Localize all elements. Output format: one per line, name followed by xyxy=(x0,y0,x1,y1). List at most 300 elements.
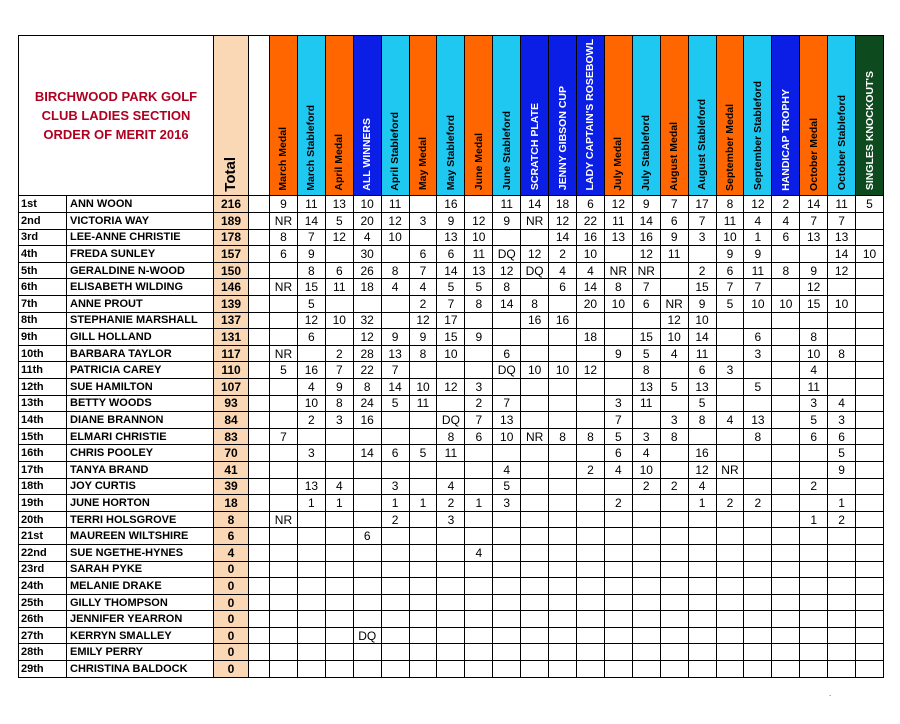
score-cell: 5 xyxy=(409,445,437,462)
score-cell: 11 xyxy=(604,213,632,230)
score-cell xyxy=(604,544,632,561)
score-cell: 13 xyxy=(493,412,521,429)
score-cell xyxy=(856,229,884,246)
score-cell xyxy=(828,478,856,495)
score-cell: 18 xyxy=(353,279,381,296)
score-cell xyxy=(632,312,660,329)
score-cell xyxy=(521,412,549,429)
score-cell: 13 xyxy=(800,229,828,246)
score-cell: 2 xyxy=(549,246,577,263)
player-name-cell: GILL HOLLAND xyxy=(67,329,214,346)
score-cell: 11 xyxy=(688,345,716,362)
score-cell xyxy=(744,594,772,611)
score-cell xyxy=(800,594,828,611)
score-cell xyxy=(409,661,437,678)
position-cell: 20th xyxy=(19,511,67,528)
table-row xyxy=(19,296,884,313)
score-cell xyxy=(409,627,437,644)
score-cell: 9 xyxy=(800,262,828,279)
position-cell: 3rd xyxy=(19,229,67,246)
score-cell: 11 xyxy=(465,246,493,263)
score-cell: 12 xyxy=(549,213,577,230)
player-name-cell: TANYA BRAND xyxy=(67,461,214,478)
score-cell: 16 xyxy=(576,229,604,246)
score-cell xyxy=(437,461,465,478)
score-cell xyxy=(800,611,828,628)
score-cell: 10 xyxy=(381,229,409,246)
score-cell xyxy=(549,578,577,595)
score-cell xyxy=(465,511,493,528)
total-cell: 216 xyxy=(214,196,249,213)
score-cell: 15 xyxy=(632,329,660,346)
score-cell xyxy=(576,528,604,545)
score-cell xyxy=(828,578,856,595)
score-cell: 11 xyxy=(800,378,828,395)
score-cell xyxy=(521,511,549,528)
position-cell: 1st xyxy=(19,196,67,213)
score-cell xyxy=(772,445,800,462)
score-cell xyxy=(409,229,437,246)
score-cell xyxy=(688,627,716,644)
player-name-cell: KERRYN SMALLEY xyxy=(67,627,214,644)
score-cell: 10 xyxy=(297,395,325,412)
total-cell: 41 xyxy=(214,461,249,478)
score-cell: 3 xyxy=(437,511,465,528)
score-cell xyxy=(716,445,744,462)
score-cell xyxy=(828,279,856,296)
score-cell: 8 xyxy=(437,428,465,445)
score-cell xyxy=(549,528,577,545)
score-cell xyxy=(409,196,437,213)
competition-label: October Stableford xyxy=(835,95,848,191)
score-cell: 1 xyxy=(688,495,716,512)
score-cell xyxy=(353,644,381,661)
score-cell: 7 xyxy=(381,362,409,379)
total-header-label: Total xyxy=(222,156,240,192)
score-cell xyxy=(576,611,604,628)
score-cell xyxy=(632,627,660,644)
score-cell: 6 xyxy=(716,262,744,279)
score-cell: 2 xyxy=(828,511,856,528)
score-cell xyxy=(270,544,298,561)
score-cell: 8 xyxy=(688,412,716,429)
score-cell xyxy=(856,478,884,495)
score-cell: 10 xyxy=(800,345,828,362)
score-cell xyxy=(716,312,744,329)
score-cell xyxy=(381,461,409,478)
score-cell: 8 xyxy=(353,378,381,395)
competition-header xyxy=(576,36,604,196)
total-cell: 93 xyxy=(214,395,249,412)
table-row xyxy=(19,229,884,246)
player-name-cell: VICTORIA WAY xyxy=(67,213,214,230)
competition-header xyxy=(297,36,325,196)
player-name-cell: STEPHANIE MARSHALL xyxy=(67,312,214,329)
score-cell: 15 xyxy=(297,279,325,296)
score-cell xyxy=(549,412,577,429)
score-cell: 12 xyxy=(576,362,604,379)
score-cell xyxy=(604,312,632,329)
score-cell xyxy=(632,644,660,661)
score-cell xyxy=(325,611,353,628)
score-cell: NR xyxy=(270,213,298,230)
score-cell: 1 xyxy=(800,511,828,528)
spacer-cell xyxy=(249,495,270,512)
score-cell xyxy=(297,578,325,595)
score-cell xyxy=(716,528,744,545)
score-cell: 16 xyxy=(549,312,577,329)
total-cell: 70 xyxy=(214,445,249,462)
score-cell xyxy=(521,627,549,644)
position-cell: 21st xyxy=(19,528,67,545)
score-cell xyxy=(493,544,521,561)
competition-header xyxy=(688,36,716,196)
score-cell: 6 xyxy=(576,196,604,213)
position-cell: 11th xyxy=(19,362,67,379)
score-cell xyxy=(549,378,577,395)
score-cell xyxy=(800,561,828,578)
score-cell: 5 xyxy=(437,279,465,296)
score-cell: 7 xyxy=(297,229,325,246)
score-cell xyxy=(437,611,465,628)
position-cell: 29th xyxy=(19,661,67,678)
order-of-merit-sheet xyxy=(18,35,884,678)
table-row xyxy=(19,246,884,263)
score-cell xyxy=(828,329,856,346)
score-cell: 3 xyxy=(493,495,521,512)
score-cell: 8 xyxy=(660,428,688,445)
score-cell: 13 xyxy=(437,229,465,246)
player-name-cell: FREDA SUNLEY xyxy=(67,246,214,263)
score-cell: 16 xyxy=(521,312,549,329)
score-cell xyxy=(521,229,549,246)
score-cell xyxy=(437,578,465,595)
score-cell xyxy=(856,661,884,678)
score-cell: 12 xyxy=(465,213,493,230)
score-cell xyxy=(604,246,632,263)
score-cell: 13 xyxy=(465,262,493,279)
score-cell xyxy=(772,661,800,678)
score-cell: 32 xyxy=(353,312,381,329)
competition-header xyxy=(437,36,465,196)
score-cell: 8 xyxy=(381,262,409,279)
score-cell: 10 xyxy=(521,362,549,379)
score-cell xyxy=(325,246,353,263)
score-cell: 10 xyxy=(604,296,632,313)
score-cell: 6 xyxy=(632,296,660,313)
score-cell xyxy=(828,561,856,578)
score-cell xyxy=(353,661,381,678)
total-cell: 6 xyxy=(214,528,249,545)
score-cell: 7 xyxy=(744,279,772,296)
table-row xyxy=(19,378,884,395)
table-row xyxy=(19,661,884,678)
score-cell xyxy=(381,661,409,678)
score-cell xyxy=(270,578,298,595)
score-cell xyxy=(465,627,493,644)
score-cell xyxy=(772,461,800,478)
table-row xyxy=(19,412,884,429)
score-cell: 2 xyxy=(604,495,632,512)
score-cell: 8 xyxy=(465,296,493,313)
position-cell: 26th xyxy=(19,611,67,628)
score-cell: 16 xyxy=(632,229,660,246)
score-cell xyxy=(576,627,604,644)
score-cell: 10 xyxy=(828,296,856,313)
score-cell xyxy=(493,312,521,329)
score-cell xyxy=(800,661,828,678)
score-cell xyxy=(521,345,549,362)
table-row xyxy=(19,428,884,445)
competition-header xyxy=(465,36,493,196)
score-cell xyxy=(465,445,493,462)
score-cell: 11 xyxy=(632,395,660,412)
score-cell: 14 xyxy=(800,196,828,213)
score-cell xyxy=(800,627,828,644)
score-cell xyxy=(856,428,884,445)
score-cell xyxy=(493,561,521,578)
score-cell xyxy=(828,644,856,661)
score-cell xyxy=(409,561,437,578)
score-cell: 4 xyxy=(800,362,828,379)
score-cell xyxy=(716,661,744,678)
score-cell: NR xyxy=(604,262,632,279)
score-cell xyxy=(549,296,577,313)
spacer-cell xyxy=(249,611,270,628)
score-cell xyxy=(828,594,856,611)
score-cell xyxy=(409,478,437,495)
score-cell xyxy=(660,395,688,412)
score-cell: 7 xyxy=(800,213,828,230)
score-cell xyxy=(828,544,856,561)
score-cell xyxy=(549,661,577,678)
score-cell xyxy=(772,495,800,512)
total-cell: 139 xyxy=(214,296,249,313)
score-cell: 10 xyxy=(772,296,800,313)
competition-label: August Stableford xyxy=(696,99,709,191)
score-cell xyxy=(688,661,716,678)
score-cell xyxy=(604,644,632,661)
score-cell: 9 xyxy=(493,213,521,230)
score-cell xyxy=(716,345,744,362)
score-cell: 12 xyxy=(409,312,437,329)
score-cell xyxy=(576,412,604,429)
score-cell xyxy=(772,345,800,362)
score-cell: 10 xyxy=(437,345,465,362)
score-cell: 2 xyxy=(465,395,493,412)
competition-label: July Medal xyxy=(612,136,625,191)
player-name-cell: ELISABETH WILDING xyxy=(67,279,214,296)
score-cell: 2 xyxy=(660,478,688,495)
score-cell xyxy=(493,644,521,661)
spacer-cell xyxy=(249,196,270,213)
score-cell xyxy=(744,461,772,478)
player-name-cell: BARBARA TAYLOR xyxy=(67,345,214,362)
score-cell: 7 xyxy=(660,196,688,213)
score-cell xyxy=(521,378,549,395)
score-cell: 6 xyxy=(549,279,577,296)
position-cell: 18th xyxy=(19,478,67,495)
score-cell: 16 xyxy=(353,412,381,429)
total-cell: 4 xyxy=(214,544,249,561)
score-cell: 4 xyxy=(716,412,744,429)
score-cell xyxy=(381,412,409,429)
score-cell: 24 xyxy=(353,395,381,412)
score-cell xyxy=(437,627,465,644)
score-cell xyxy=(772,428,800,445)
score-cell: 11 xyxy=(493,196,521,213)
score-cell: 2 xyxy=(381,511,409,528)
spacer-cell xyxy=(249,478,270,495)
score-cell xyxy=(493,229,521,246)
score-cell xyxy=(660,511,688,528)
score-cell xyxy=(856,296,884,313)
score-cell xyxy=(493,528,521,545)
score-cell: 5 xyxy=(800,412,828,429)
table-row xyxy=(19,528,884,545)
score-cell xyxy=(660,544,688,561)
score-cell xyxy=(270,644,298,661)
score-cell xyxy=(800,445,828,462)
spacer-header xyxy=(249,36,270,196)
score-cell xyxy=(856,412,884,429)
score-cell xyxy=(856,544,884,561)
score-cell xyxy=(856,627,884,644)
score-cell xyxy=(744,395,772,412)
score-cell: 5 xyxy=(688,395,716,412)
score-cell: 11 xyxy=(381,196,409,213)
player-name-cell: SUE HAMILTON xyxy=(67,378,214,395)
score-cell xyxy=(660,461,688,478)
score-cell xyxy=(493,329,521,346)
position-cell: 7th xyxy=(19,296,67,313)
score-cell xyxy=(297,561,325,578)
score-cell xyxy=(409,611,437,628)
score-cell: 14 xyxy=(828,246,856,263)
score-cell: 3 xyxy=(688,229,716,246)
score-cell xyxy=(716,578,744,595)
score-cell xyxy=(660,262,688,279)
table-row xyxy=(19,196,884,213)
score-cell: 18 xyxy=(576,329,604,346)
score-cell xyxy=(856,611,884,628)
score-cell: 10 xyxy=(465,229,493,246)
spacer-cell xyxy=(249,528,270,545)
score-cell xyxy=(856,594,884,611)
score-cell xyxy=(521,661,549,678)
score-cell xyxy=(297,611,325,628)
score-cell: 12 xyxy=(632,246,660,263)
position-cell: 4th xyxy=(19,246,67,263)
score-cell xyxy=(660,561,688,578)
sheet-title: BIRCHWOOD PARK GOLF CLUB LADIES SECTION ORDER OF MERIT 2016 xyxy=(19,36,214,196)
score-cell xyxy=(604,478,632,495)
score-cell xyxy=(409,644,437,661)
score-cell xyxy=(828,627,856,644)
score-cell xyxy=(325,644,353,661)
score-cell xyxy=(576,511,604,528)
score-cell xyxy=(437,561,465,578)
score-cell: 14 xyxy=(521,196,549,213)
score-cell xyxy=(772,578,800,595)
score-cell: 12 xyxy=(325,229,353,246)
table-row xyxy=(19,511,884,528)
score-cell: 6 xyxy=(325,262,353,279)
score-cell xyxy=(716,627,744,644)
score-cell: 7 xyxy=(465,412,493,429)
score-cell xyxy=(772,478,800,495)
score-cell: NR xyxy=(521,213,549,230)
score-cell xyxy=(744,445,772,462)
score-cell: 2 xyxy=(409,296,437,313)
score-cell: 10 xyxy=(576,246,604,263)
score-cell xyxy=(856,395,884,412)
player-name-cell: JOY CURTIS xyxy=(67,478,214,495)
score-cell xyxy=(772,644,800,661)
score-cell xyxy=(576,594,604,611)
score-cell xyxy=(576,345,604,362)
score-cell xyxy=(381,544,409,561)
score-cell: 4 xyxy=(493,461,521,478)
score-cell xyxy=(772,528,800,545)
competition-label: June Medal xyxy=(472,133,485,191)
score-cell: 3 xyxy=(632,428,660,445)
score-cell: 5 xyxy=(381,395,409,412)
score-cell xyxy=(576,312,604,329)
score-cell: 9 xyxy=(409,329,437,346)
score-cell: 7 xyxy=(716,279,744,296)
score-cell: 2 xyxy=(744,495,772,512)
score-cell xyxy=(297,594,325,611)
score-cell: 11 xyxy=(325,279,353,296)
score-cell xyxy=(688,246,716,263)
total-cell: 137 xyxy=(214,312,249,329)
score-cell xyxy=(521,478,549,495)
score-cell xyxy=(381,428,409,445)
score-cell xyxy=(325,544,353,561)
competition-label: SINGLES KNOCKOUT'S xyxy=(863,71,876,191)
table-row xyxy=(19,561,884,578)
score-cell: 11 xyxy=(744,262,772,279)
player-name-cell: MELANIE DRAKE xyxy=(67,578,214,595)
score-cell: 5 xyxy=(297,296,325,313)
score-cell: 13 xyxy=(688,378,716,395)
score-cell xyxy=(353,495,381,512)
score-cell xyxy=(632,412,660,429)
competition-header xyxy=(716,36,744,196)
score-cell xyxy=(856,561,884,578)
score-cell xyxy=(716,378,744,395)
score-cell xyxy=(521,445,549,462)
score-cell xyxy=(828,312,856,329)
score-cell xyxy=(297,644,325,661)
score-cell xyxy=(465,478,493,495)
competition-header xyxy=(772,36,800,196)
spacer-cell xyxy=(249,561,270,578)
score-cell xyxy=(493,578,521,595)
score-cell xyxy=(409,594,437,611)
score-cell xyxy=(493,627,521,644)
score-cell xyxy=(270,627,298,644)
score-cell xyxy=(381,611,409,628)
competition-header xyxy=(325,36,353,196)
player-name-cell: JUNE HORTON xyxy=(67,495,214,512)
score-cell: 11 xyxy=(297,196,325,213)
score-cell xyxy=(493,445,521,462)
score-cell xyxy=(660,627,688,644)
score-cell xyxy=(437,644,465,661)
score-cell xyxy=(493,611,521,628)
